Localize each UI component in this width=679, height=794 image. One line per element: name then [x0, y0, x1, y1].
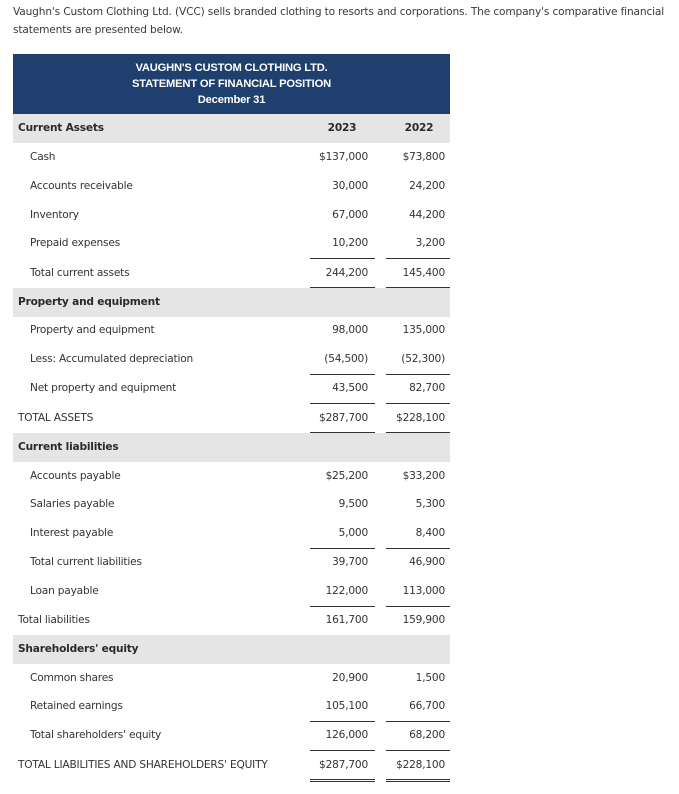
double-rule [310, 779, 375, 782]
table-row [13, 519, 450, 548]
value-2022: 135,000 [402, 324, 445, 336]
value-2023: 126,000 [325, 729, 368, 741]
table-row [13, 229, 450, 258]
value-2022: 159,900 [402, 614, 445, 626]
table-row [13, 692, 450, 721]
section-label: Current Assets [18, 122, 104, 134]
table-row-total [13, 606, 450, 635]
table-row-total [13, 721, 450, 750]
table-row-total [13, 374, 450, 403]
value-2023: 161,700 [325, 614, 368, 626]
value-2023: 105,100 [325, 700, 368, 712]
value-2022: $73,800 [402, 151, 445, 163]
value-2023: 30,000 [332, 180, 368, 192]
row-label: Cash [30, 151, 56, 163]
statement-title: STATEMENT OF FINANCIAL POSITION [132, 78, 331, 90]
table-row-total [13, 259, 450, 288]
value-2023: 5,000 [338, 527, 368, 539]
value-2023: $287,700 [319, 412, 368, 424]
value-2022: 3,200 [415, 237, 445, 249]
section-current-assets [13, 114, 450, 143]
statement-header [13, 54, 450, 114]
section-property-equipment [13, 288, 450, 317]
row-label: Accounts receivable [30, 180, 133, 192]
row-label: Total liabilities [18, 614, 90, 626]
row-label: Total current assets [30, 267, 130, 279]
section-label: Current liabilities [18, 441, 119, 453]
value-2023: 244,200 [325, 267, 368, 279]
section-current-liabilities [13, 433, 450, 462]
table-row-grand-total [13, 751, 450, 780]
row-label: Retained earnings [30, 700, 123, 712]
double-rule [386, 779, 450, 782]
table-row-grand-total [13, 404, 450, 433]
value-2023: 122,000 [325, 585, 368, 597]
row-label: Net property and equipment [30, 382, 177, 394]
table-row [13, 143, 450, 172]
value-2022: 113,000 [402, 585, 445, 597]
row-label: Less: Accumulated depreciation [30, 353, 194, 365]
value-2023: 10,200 [332, 237, 368, 249]
table-row [13, 462, 450, 491]
table-row [13, 664, 450, 693]
value-2022: $228,100 [396, 412, 445, 424]
table-row [13, 172, 450, 201]
section-label: Shareholders' equity [18, 643, 139, 655]
row-label: Inventory [30, 209, 79, 221]
intro-text: Vaughn's Custom Clothing Ltd. (VCC) sells branded clothing to resorts and corporations. The company's comparative financial statements are presented below. [13, 6, 665, 36]
table-row [13, 577, 450, 606]
value-2022: 46,900 [409, 556, 445, 568]
value-2023: 67,000 [332, 209, 368, 221]
row-label: Salaries payable [30, 498, 115, 510]
value-2023: 39,700 [332, 556, 368, 568]
value-2022: $228,100 [396, 759, 445, 771]
table-row [13, 201, 450, 230]
row-label: Total current liabilities [30, 556, 142, 568]
value-2023: 98,000 [332, 324, 368, 336]
value-2023: (54,500) [324, 353, 368, 365]
value-2022: 5,300 [415, 498, 445, 510]
company-name: VAUGHN'S CUSTOM CLOTHING LTD. [135, 62, 328, 74]
row-label: Loan payable [30, 585, 99, 597]
value-2023: $287,700 [319, 759, 368, 771]
row-label: Interest payable [30, 527, 114, 539]
row-label: TOTAL ASSETS [18, 412, 94, 424]
row-label: Total shareholders' equity [30, 729, 162, 741]
value-2023: 20,900 [332, 672, 368, 684]
table-row [13, 490, 450, 519]
section-shareholders-equity [13, 635, 450, 664]
value-2022: 44,200 [409, 209, 445, 221]
value-2022: 8,400 [415, 527, 445, 539]
value-2022: 68,200 [409, 729, 445, 741]
table-row [13, 345, 450, 374]
value-2022: 82,700 [409, 382, 445, 394]
value-2023: 9,500 [338, 498, 368, 510]
row-label: Accounts payable [30, 470, 121, 482]
value-2022: 1,500 [415, 672, 445, 684]
section-label: Property and equipment [18, 296, 160, 308]
value-2022: (52,300) [401, 353, 445, 365]
row-label: Property and equipment [30, 324, 155, 336]
value-2023: $25,200 [325, 470, 368, 482]
value-2022: 24,200 [409, 180, 445, 192]
value-2022: 66,700 [409, 700, 445, 712]
table-row [13, 316, 450, 345]
column-header-2022: 2022 [404, 122, 434, 134]
row-label: Prepaid expenses [30, 237, 121, 249]
row-label: TOTAL LIABILITIES AND SHAREHOLDERS' EQUITY [18, 759, 268, 771]
value-2023: $137,000 [319, 151, 368, 163]
value-2022: $33,200 [402, 470, 445, 482]
row-label: Common shares [30, 672, 114, 684]
value-2023: 43,500 [332, 382, 368, 394]
statement-date: December 31 [197, 94, 266, 106]
value-2022: 145,400 [402, 267, 445, 279]
column-header-2023: 2023 [327, 122, 357, 134]
table-row-total [13, 548, 450, 577]
